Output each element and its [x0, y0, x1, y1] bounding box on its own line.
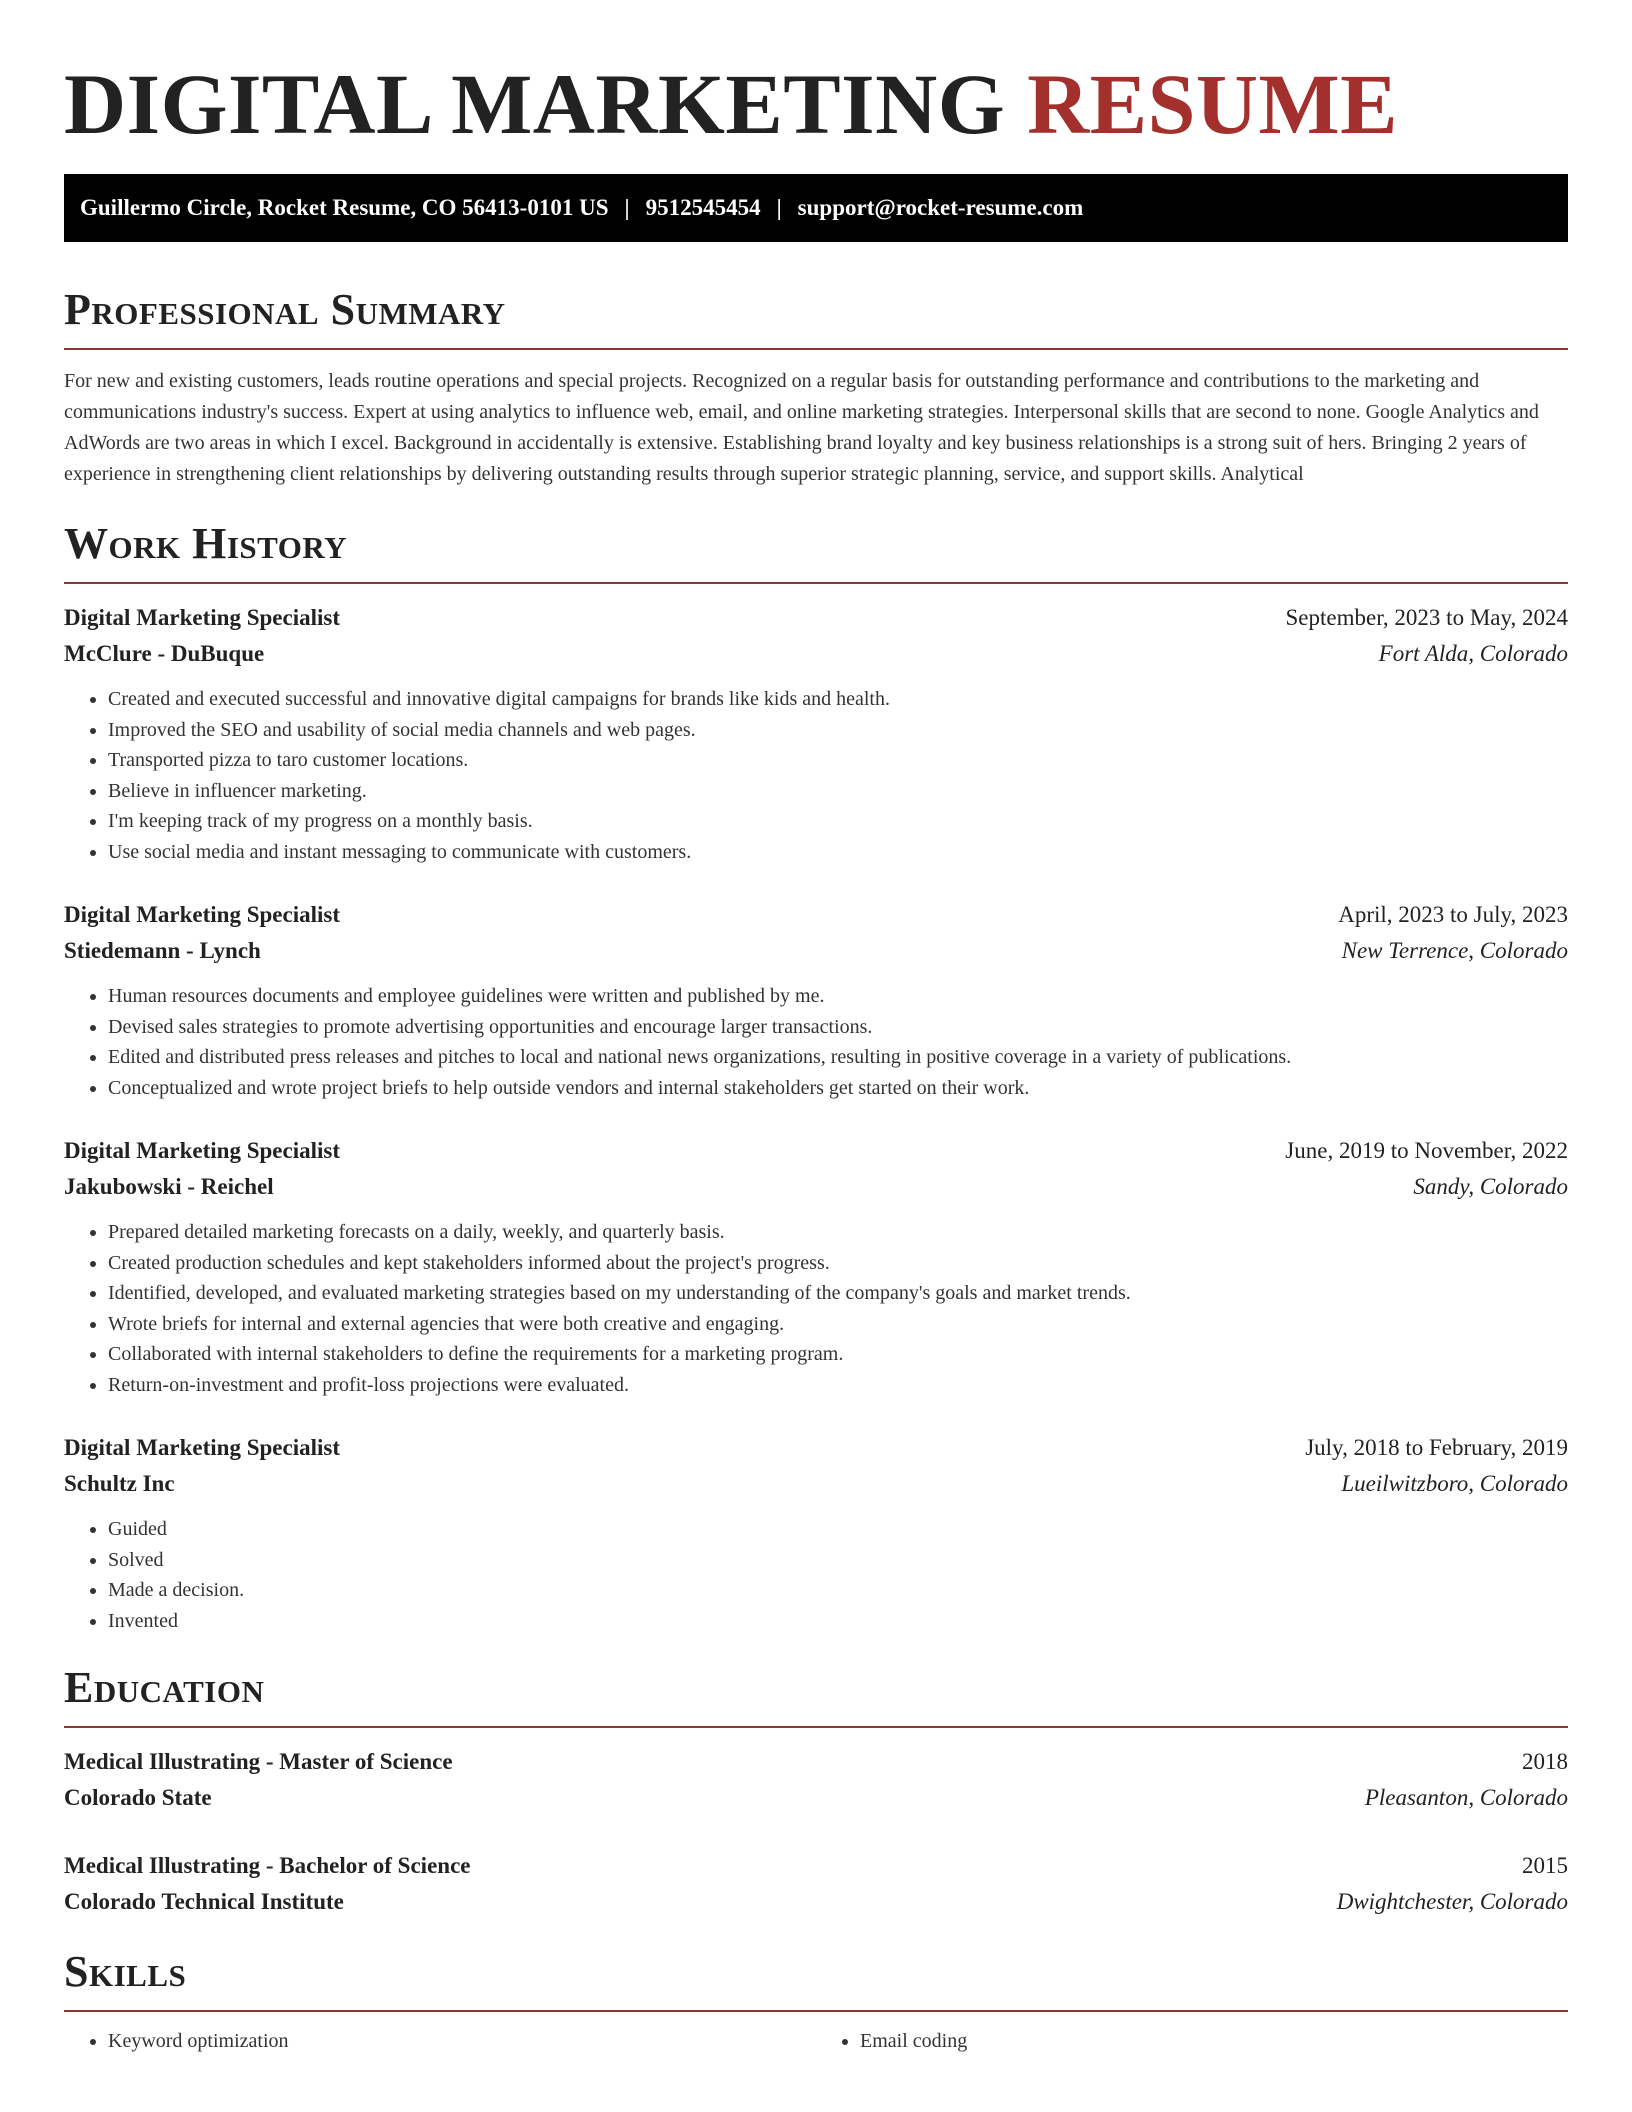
job-company: Schultz Inc [64, 1471, 175, 1496]
skills-section [64, 1946, 1568, 2057]
job-bullets [64, 684, 1568, 867]
education-section [64, 1662, 1568, 1920]
contact-address: Guillermo Circle, Rocket Resume, CO 56413-0101 US [80, 195, 609, 220]
job-header-row [64, 1430, 1568, 1466]
education-degree-row [64, 1744, 1568, 1780]
job-company-row [64, 933, 1568, 969]
job-bullet: • Guided [108, 1514, 1568, 1545]
job-bullet: • Created and executed successful and innovative digital campaigns for brands like kids and health. [108, 684, 1568, 715]
contact-phone: 9512545454 [645, 195, 761, 220]
job-location: Sandy, Colorado [1413, 1174, 1568, 1199]
skill-item: • Email coding [860, 2026, 1568, 2057]
job-entry [64, 1430, 1568, 1636]
job-company-row [64, 1169, 1568, 1205]
job-bullet: • Invented [108, 1606, 1568, 1637]
job-header-row [64, 600, 1568, 636]
skills-list-right [816, 2026, 1568, 2057]
education-school: Colorado State [64, 1785, 212, 1810]
job-bullet: • Prepared detailed marketing forecasts on a daily, weekly, and quarterly basis. [108, 1217, 1568, 1248]
job-location: Lueilwitzboro, Colorado [1341, 1471, 1568, 1496]
job-bullet: • Use social media and instant messaging to communicate with customers. [108, 837, 1568, 868]
job-company: Jakubowski - Reichel [64, 1174, 274, 1199]
section-divider [64, 1726, 1568, 1728]
contact-separator: | [624, 195, 630, 220]
contact-separator: | [776, 195, 782, 220]
job-location: Fort Alda, Colorado [1378, 641, 1568, 666]
job-dates: April, 2023 to July, 2023 [1338, 902, 1568, 927]
job-bullets [64, 1217, 1568, 1400]
section-divider [64, 348, 1568, 350]
summary-heading: Professional Summary [64, 285, 506, 334]
job-dates: September, 2023 to May, 2024 [1285, 605, 1568, 630]
job-company-row [64, 1466, 1568, 1502]
job-bullet: • Created production schedules and kept stakeholders informed about the project's progress. [108, 1248, 1568, 1279]
education-school-row [64, 1780, 1568, 1816]
job-bullet: • Solved [108, 1545, 1568, 1576]
education-location: Dwightchester, Colorado [1336, 1889, 1568, 1914]
job-bullet: • Believe in influencer marketing. [108, 776, 1568, 807]
work-history-section [64, 518, 1568, 1636]
job-bullet: • Made a decision. [108, 1575, 1568, 1606]
job-bullet: • Identified, developed, and evaluated marketing strategies based on my understanding of the company's goals and market trends. [108, 1278, 1568, 1309]
education-year: 2015 [1522, 1853, 1568, 1878]
education-location: Pleasanton, Colorado [1364, 1785, 1568, 1810]
resume-title-accent: RESUME [1027, 56, 1399, 152]
job-entry [64, 897, 1568, 1103]
job-bullet: • Improved the SEO and usability of social media channels and web pages. [108, 715, 1568, 746]
education-year: 2018 [1522, 1749, 1568, 1774]
resume-title [64, 54, 1568, 154]
job-company-row [64, 636, 1568, 672]
job-bullet: • Edited and distributed press releases and pitches to local and national news organizations, resulting in positive coverage in a variety of publications. [108, 1042, 1568, 1073]
job-header-row [64, 897, 1568, 933]
education-school: Colorado Technical Institute [64, 1889, 344, 1914]
education-degree-row [64, 1848, 1568, 1884]
resume-title-main: DIGITAL MARKETING [64, 56, 1006, 152]
education-degree: Medical Illustrating - Bachelor of Science [64, 1853, 471, 1878]
job-title: Digital Marketing Specialist [64, 1435, 340, 1460]
job-company: McClure - DuBuque [64, 641, 265, 666]
contact-email: support@rocket-resume.com [797, 195, 1084, 220]
education-entry [64, 1744, 1568, 1816]
job-bullet: • Conceptualized and wrote project briefs to help outside vendors and internal stakeholders get started on their work. [108, 1073, 1568, 1104]
summary-section [64, 284, 1568, 490]
work-history-heading: Work History [64, 519, 348, 568]
job-dates: July, 2018 to February, 2019 [1305, 1435, 1568, 1460]
job-header-row [64, 1133, 1568, 1169]
job-dates: June, 2019 to November, 2022 [1285, 1138, 1568, 1163]
contact-bar [64, 174, 1568, 242]
education-entry [64, 1848, 1568, 1920]
job-title: Digital Marketing Specialist [64, 902, 340, 927]
job-bullet: • I'm keeping track of my progress on a monthly basis. [108, 806, 1568, 837]
skills-list-left [64, 2026, 816, 2057]
job-bullet: • Collaborated with internal stakeholders to define the requirements for a marketing program. [108, 1339, 1568, 1370]
job-bullet: • Return-on-investment and profit-loss projections were evaluated. [108, 1370, 1568, 1401]
summary-text: For new and existing customers, leads routine operations and special projects. Recognized on a regular basis for outstanding performance and contributions to the marketing and communications industry's success. Expert at using analytics to influence web, email, and online marketing strategies. Interpersonal skills that are second to none. Google Analytics and AdWords are two areas in which I excel. Background in accidentally is extensive. Establishing brand loyalty and key business relationships is a strong suit of hers. Bringing 2 years of experience in strengthening client relationships by delivering outstanding results through superior strategic planning, service, and support skills. Analytical [64, 370, 1539, 485]
job-location: New Terrence, Colorado [1341, 938, 1568, 963]
skills-columns [64, 2012, 1568, 2057]
job-bullets [64, 981, 1568, 1103]
job-title: Digital Marketing Specialist [64, 605, 340, 630]
education-degree: Medical Illustrating - Master of Science [64, 1749, 453, 1774]
education-heading: Education [64, 1663, 265, 1712]
skill-item: • Keyword optimization [108, 2026, 816, 2057]
job-title: Digital Marketing Specialist [64, 1138, 340, 1163]
job-bullet: • Transported pizza to taro customer locations. [108, 745, 1568, 776]
job-bullet: • Wrote briefs for internal and external agencies that were both creative and engaging. [108, 1309, 1568, 1340]
education-school-row [64, 1884, 1568, 1920]
job-bullets [64, 1514, 1568, 1636]
job-bullet: • Human resources documents and employee guidelines were written and published by me. [108, 981, 1568, 1012]
job-entry [64, 600, 1568, 867]
job-bullet: • Devised sales strategies to promote advertising opportunities and encourage larger transactions. [108, 1012, 1568, 1043]
section-divider [64, 582, 1568, 584]
skills-heading: Skills [64, 1947, 187, 1996]
job-company: Stiedemann - Lynch [64, 938, 261, 963]
job-entry [64, 1133, 1568, 1400]
